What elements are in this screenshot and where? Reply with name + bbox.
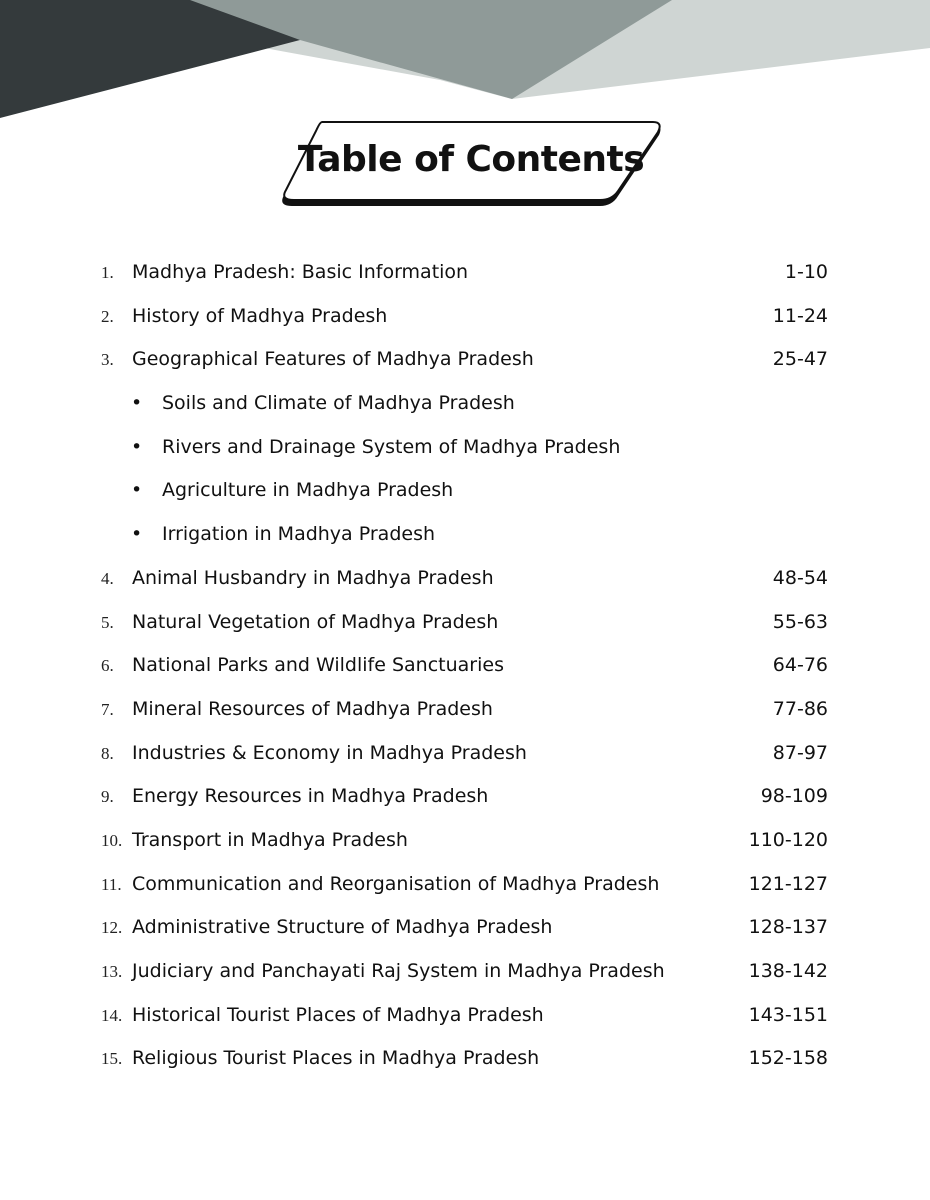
entry-number: 9. xyxy=(101,787,114,807)
toc-entry[interactable] xyxy=(0,950,930,994)
toc-entry[interactable] xyxy=(0,994,930,1038)
entry-pages: 64-76 xyxy=(772,654,828,677)
entry-pages: 77-86 xyxy=(772,697,828,720)
subentry-title: Irrigation in Madhya Pradesh xyxy=(162,523,436,546)
entry-number: 4. xyxy=(101,568,114,588)
subentry-title: Agriculture in Madhya Pradesh xyxy=(162,479,454,502)
bullet-marker: • xyxy=(131,435,143,458)
toc-subentry[interactable] xyxy=(0,426,930,470)
entry-title: Animal Husbandry in Madhya Pradesh xyxy=(132,566,494,589)
entry-number: 13. xyxy=(101,962,123,981)
toc-entry[interactable] xyxy=(0,732,930,776)
entry-title: History of Madhya Pradesh xyxy=(132,304,388,327)
entry-pages: 11-24 xyxy=(772,304,828,327)
toc-entry[interactable] xyxy=(0,688,930,732)
toc-entry[interactable] xyxy=(0,601,930,645)
entry-number: 15. xyxy=(101,1049,123,1069)
subentry-title: Rivers and Drainage System of Madhya Pradesh xyxy=(162,435,621,458)
entry-pages: 55-63 xyxy=(772,610,828,633)
entry-title: Religious Tourist Places in Madhya Pradesh xyxy=(132,1047,540,1070)
entry-pages: 87-97 xyxy=(772,741,828,764)
entry-pages: 128-137 xyxy=(748,916,828,939)
entry-number: 10. xyxy=(101,830,123,850)
entry-number: 1. xyxy=(101,263,114,282)
toc-entry[interactable] xyxy=(0,251,930,295)
page-title: Table of Contents xyxy=(297,139,645,180)
toc-subentry[interactable] xyxy=(0,382,930,426)
toc-entry[interactable] xyxy=(0,906,930,950)
entry-pages: 25-47 xyxy=(772,348,828,371)
entry-pages: 48-54 xyxy=(772,566,828,589)
toc-entry[interactable] xyxy=(0,863,930,907)
toc-entry[interactable] xyxy=(0,557,930,601)
toc-subentry[interactable] xyxy=(0,469,930,513)
bullet-marker: • xyxy=(131,392,143,415)
bullet-marker: • xyxy=(131,523,143,546)
entry-pages: 98-109 xyxy=(760,785,828,808)
entry-number: 2. xyxy=(101,306,114,326)
header-banner xyxy=(0,0,930,120)
entry-number: 7. xyxy=(101,699,114,719)
entry-number: 14. xyxy=(101,1005,123,1025)
entry-title: Administrative Structure of Madhya Pradesh xyxy=(132,916,553,939)
entry-title: Mineral Resources of Madhya Pradesh xyxy=(132,697,493,720)
entry-number: 3. xyxy=(101,350,114,370)
toc-list xyxy=(0,251,930,1081)
entry-pages: 110-120 xyxy=(748,828,828,851)
entry-title: National Parks and Wildlife Sanctuaries xyxy=(132,654,504,677)
entry-number: 6. xyxy=(101,656,114,676)
entry-title: Natural Vegetation of Madhya Pradesh xyxy=(132,610,499,633)
toc-entry[interactable] xyxy=(0,338,930,382)
entry-title: Communication and Reorganisation of Madhya Pradesh xyxy=(132,872,660,895)
entry-title: Madhya Pradesh: Basic Information xyxy=(132,261,469,283)
entry-number: 5. xyxy=(101,612,114,632)
entry-pages: 152-158 xyxy=(748,1047,828,1070)
entry-title: Transport in Madhya Pradesh xyxy=(132,828,408,851)
toc-entry[interactable] xyxy=(0,295,930,339)
toc-entry[interactable] xyxy=(0,819,930,863)
entry-number: 12. xyxy=(101,918,123,938)
toc-subentry[interactable] xyxy=(0,513,930,557)
entry-title: Historical Tourist Places of Madhya Pradesh xyxy=(132,1003,544,1026)
entry-title: Energy Resources in Madhya Pradesh xyxy=(132,785,489,808)
entry-pages: 1-10 xyxy=(784,261,828,283)
entry-pages: 143-151 xyxy=(748,1003,828,1026)
bullet-marker: • xyxy=(131,479,143,502)
entry-title: Geographical Features of Madhya Pradesh xyxy=(132,348,534,371)
toc-entry[interactable] xyxy=(0,1037,930,1081)
subentry-title: Soils and Climate of Madhya Pradesh xyxy=(162,392,515,415)
entry-pages: 138-142 xyxy=(748,960,828,982)
entry-title: Industries & Economy in Madhya Pradesh xyxy=(132,741,527,764)
entry-title: Judiciary and Panchayati Raj System in Madhya Pradesh xyxy=(132,960,665,982)
entry-number: 8. xyxy=(101,743,114,763)
toc-entry[interactable] xyxy=(0,644,930,688)
entry-number: 11. xyxy=(101,874,122,894)
entry-pages: 121-127 xyxy=(748,872,828,895)
toc-entry[interactable] xyxy=(0,775,930,819)
